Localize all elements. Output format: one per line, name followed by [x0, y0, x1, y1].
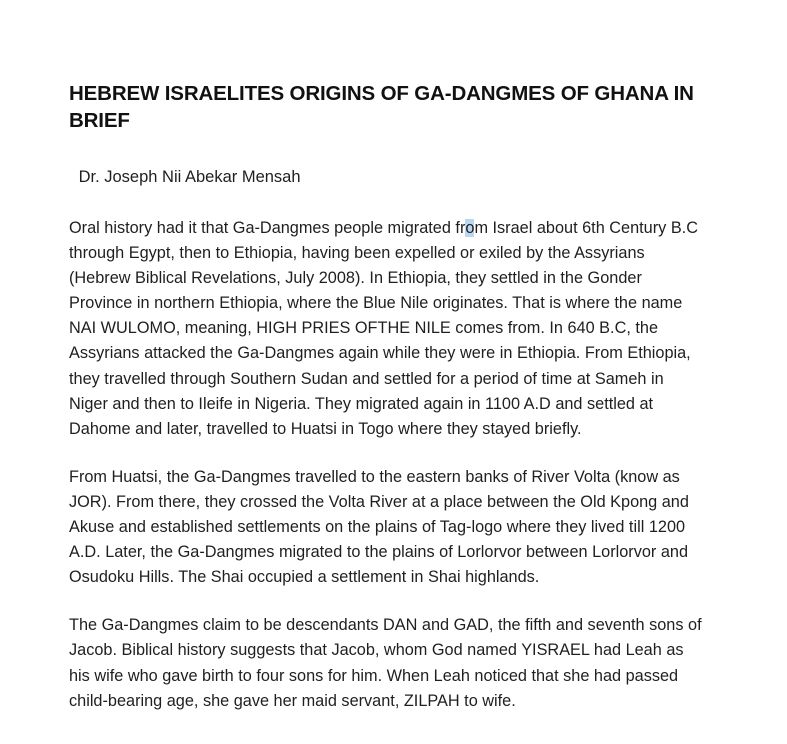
document-content: [69, 0, 703, 714]
page-title: HEBREW ISRAELITES ORIGINS OF GA-DANGMES OF GHANA IN BRIEF: [69, 82, 694, 132]
paragraph-1-text-after-selection: m Israel about 6th Century B.C through Egypt, then to Ethiopia, having been expelled or exiled by the Assyrians (Hebrew Biblical Revelations, July 2008). In Ethiopia, they settled in the Gonder Province in northern Ethiopia, where the Blue Nile originates. That is where the name NAI WULOMO, meaning, HIGH PRIES OFTHE NILE comes from. In 640 B.C, the Assyrians attacked the Ga-Dangmes again while they were in Ethiopia. From Ethiopia, they travelled through Southern Sudan and settled for a period of time at Sameh in Niger and then to Ileife in Nigeria. They migrated again in 1100 A.D and settled at Dahome and later, travelled to Huatsi in Togo where they stayed briefly.: [69, 219, 698, 438]
text-selection-highlight[interactable]: o: [465, 219, 475, 237]
body-paragraph-3: The Ga-Dangmes claim to be descendants DAN and GAD, the fifth and seventh sons of Jacob. Biblical history suggests that Jacob, whom God named YISRAEL had Leah as his wife who gave birth to four sons for him. When Leah noticed that she had passed child-bearing age, she gave her maid servant, ZILPAH to wife.: [69, 616, 702, 710]
author-byline: Dr. Joseph Nii Abekar Mensah: [74, 168, 301, 186]
body-paragraph-2: From Huatsi, the Ga-Dangmes travelled to the eastern banks of River Volta (know as JOR). From there, they crossed the Volta River at a place between the Old Kpong and Akuse and established settlements on the plains of Tag-logo where they lived till 1200 A.D. Later, the Ga-Dangmes migrated to the plains of Lorlorvor between Lorlorvor and Osudoku Hills. The Shai occupied a settlement in Shai highlands.: [69, 467, 689, 587]
body-paragraph-1: [69, 188, 702, 442]
paragraph-1-text-before-selection: Oral history had it that Ga-Dangmes people migrated fr: [69, 219, 466, 237]
